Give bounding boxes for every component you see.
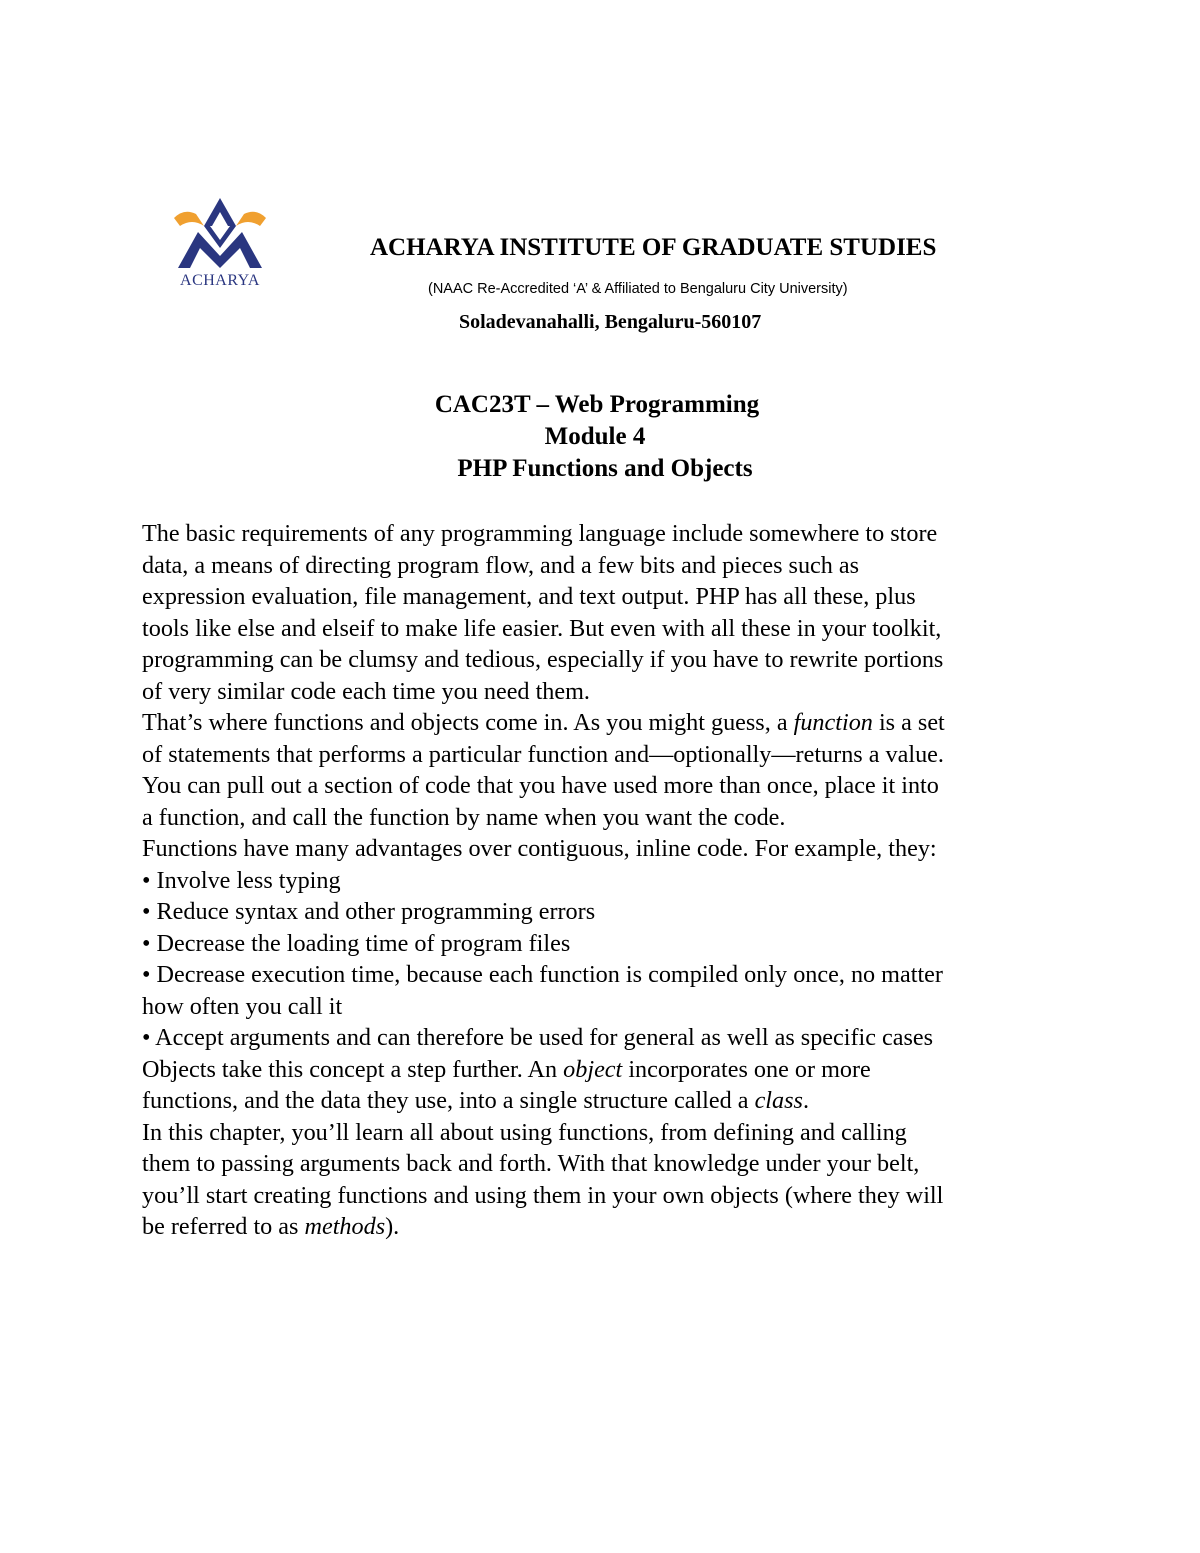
text-run: be referred to as: [142, 1213, 305, 1240]
paragraph-line: The basic requirements of any programming language include somewhere to store: [142, 520, 938, 547]
emphasis-methods: methods: [304, 1213, 386, 1240]
logo-wordmark: ACHARYA: [180, 272, 260, 289]
paragraph-line: of statements that performs a particular function and—optionally—returns a value.: [142, 740, 944, 768]
paragraph-line: [142, 707, 1062, 739]
paragraph-line: them to passing arguments back and forth. With that knowledge under your belt,: [142, 1150, 920, 1177]
emphasis-object: object: [563, 1055, 623, 1083]
bullet-item: • Decrease the loading time of program files: [142, 929, 571, 957]
accreditation-line: (NAAC Re-Accredited ‘A’ & Affiliated to Bengaluru City University): [428, 281, 848, 297]
emphasis-function: function: [793, 709, 873, 736]
paragraph-line: [142, 1211, 1062, 1243]
text-run: functions, and the data they use, into a single structure called a: [142, 1087, 755, 1114]
body-text: [142, 518, 1062, 1243]
emphasis-class: class: [754, 1087, 803, 1114]
institute-address: Soladevanahalli, Bengaluru-560107: [459, 311, 762, 333]
institute-name: ACHARYA INSTITUTE OF GRADUATE STUDIES: [370, 234, 937, 261]
module-title: Module 4: [544, 423, 646, 450]
text-run: .: [802, 1087, 809, 1114]
topic-title: PHP Functions and Objects: [457, 455, 753, 482]
paragraph-line: Functions have many advantages over contiguous, inline code. For example, they:: [142, 835, 937, 862]
bullet-item: • Decrease execution time, because each function is compiled only once, no matter: [142, 961, 943, 988]
paragraph-line: programming can be clumsy and tedious, especially if you have to rewrite portions: [142, 646, 944, 673]
paragraph-line: You can pull out a section of code that you have used more than once, place it into: [142, 772, 939, 799]
paragraph-line: expression evaluation, file management, and text output. PHP has all these, plus: [142, 583, 916, 610]
course-title: CAC23T – Web Programming: [434, 391, 760, 418]
paragraph-line: you’ll start creating functions and using them in your own objects (where they will: [142, 1181, 944, 1209]
text-run: ).: [385, 1213, 400, 1240]
text-run: is a set: [872, 709, 945, 736]
paragraph-line: data, a means of directing program flow, and a few bits and pieces such as: [142, 551, 860, 579]
paragraph-line: [142, 1054, 1062, 1086]
bullet-item: • Involve less typing: [142, 866, 341, 894]
text-run: Objects take this concept a step further. An: [142, 1055, 564, 1083]
paragraph-line: of very similar code each time you need them.: [142, 677, 590, 705]
bullet-item-continuation: how often you call it: [142, 992, 343, 1020]
paragraph-line: In this chapter, you’ll learn all about using functions, from defining and calling: [142, 1118, 907, 1146]
acharya-logo-mark: [170, 196, 270, 276]
paragraph-line: tools like else and elseif to make life easier. But even with all these in your toolkit,: [142, 614, 942, 642]
bullet-item: • Accept arguments and can therefore be used for general as well as specific cases: [142, 1024, 934, 1051]
paragraph-line: a function, and call the function by name when you want the code.: [142, 803, 786, 831]
text-run: That’s where functions and objects come in. As you might guess, a: [142, 709, 794, 736]
bullet-item: • Reduce syntax and other programming errors: [142, 898, 596, 925]
text-run: incorporates one or more: [622, 1055, 871, 1083]
paragraph-line: [142, 1085, 1062, 1117]
acharya-logo: [170, 196, 270, 292]
